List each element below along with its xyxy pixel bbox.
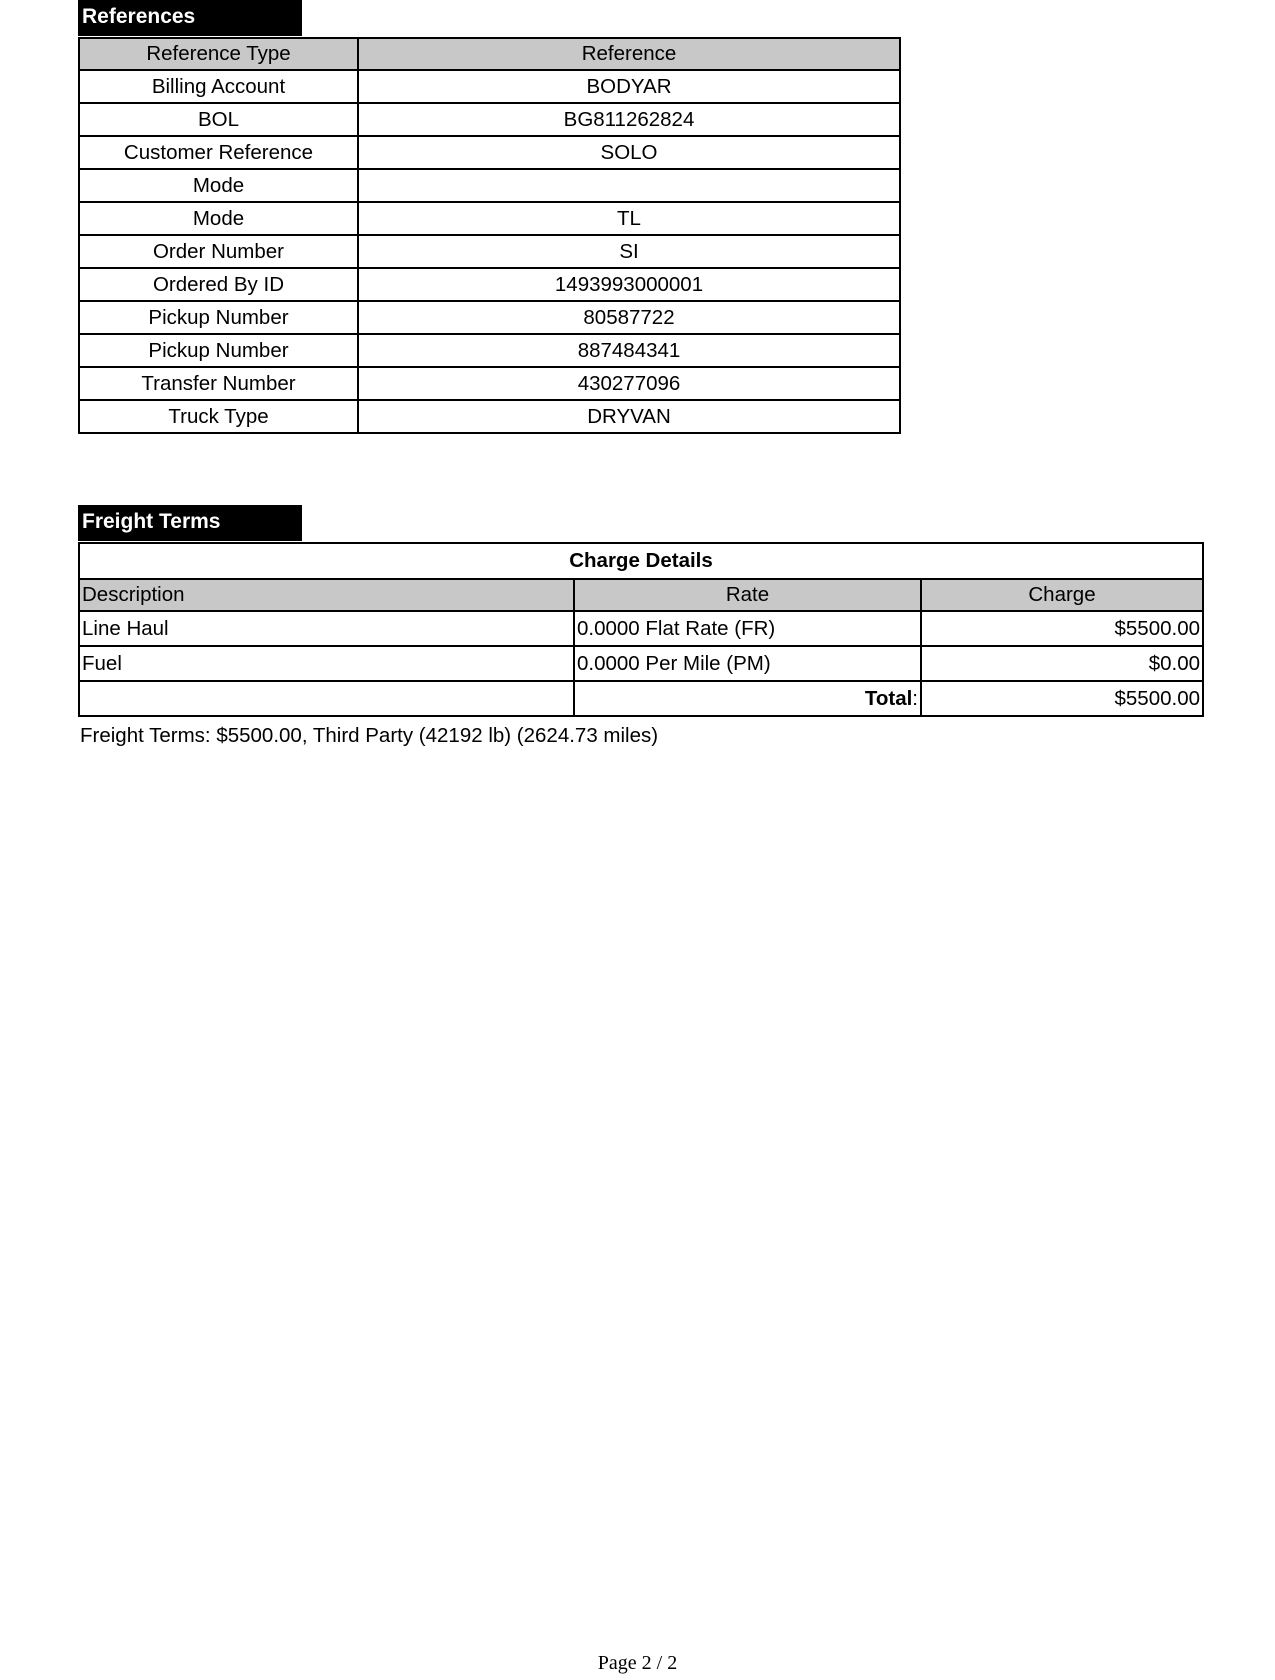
table-row (79, 136, 900, 169)
total-label-cell (574, 681, 921, 716)
reference-type-cell: Transfer Number (79, 367, 358, 400)
reference-value-cell: BG811262824 (358, 103, 900, 136)
reference-type-cell: Ordered By ID (79, 268, 358, 301)
references-header-row (79, 38, 900, 70)
references-section-title: References (78, 0, 302, 36)
description-cell: Fuel (79, 646, 574, 681)
reference-type-cell: Pickup Number (79, 301, 358, 334)
total-label: Total (864, 686, 913, 710)
reference-type-header: Reference Type (79, 38, 358, 70)
charge-header: Charge (921, 579, 1203, 611)
table-row (79, 367, 900, 400)
charge-details-caption-row (79, 543, 1203, 579)
reference-value-cell: TL (358, 202, 900, 235)
reference-type-cell: BOL (79, 103, 358, 136)
reference-value-cell: 887484341 (358, 334, 900, 367)
reference-value-cell (358, 169, 900, 202)
table-row (79, 235, 900, 268)
reference-type-cell: Mode (79, 202, 358, 235)
table-row (79, 301, 900, 334)
description-header: Description (79, 579, 574, 611)
total-row (79, 681, 1203, 716)
reference-type-cell: Order Number (79, 235, 358, 268)
total-colon: : (912, 686, 918, 710)
table-row (79, 169, 900, 202)
table-row (79, 611, 1203, 646)
rate-header: Rate (574, 579, 921, 611)
reference-header: Reference (358, 38, 900, 70)
reference-value-cell: 1493993000001 (358, 268, 900, 301)
freight-terms-section-title: Freight Terms (78, 505, 302, 541)
reference-value-cell: BODYAR (358, 70, 900, 103)
charge-cell: $5500.00 (921, 611, 1203, 646)
table-row (79, 334, 900, 367)
reference-type-cell: Customer Reference (79, 136, 358, 169)
reference-value-cell: 430277096 (358, 367, 900, 400)
reference-type-cell: Mode (79, 169, 358, 202)
reference-type-cell: Pickup Number (79, 334, 358, 367)
reference-value-cell: DRYVAN (358, 400, 900, 433)
table-row (79, 202, 900, 235)
total-empty-cell (79, 681, 574, 716)
references-table (78, 37, 901, 434)
freight-terms-summary: Freight Terms: $5500.00, Third Party (42192 lb) (2624.73 miles) (80, 724, 659, 747)
reference-value-cell: SI (358, 235, 900, 268)
description-cell: Line Haul (79, 611, 574, 646)
reference-type-cell: Billing Account (79, 70, 358, 103)
table-row (79, 70, 900, 103)
charge-details-caption: Charge Details (79, 543, 1203, 579)
total-value-cell: $5500.00 (921, 681, 1203, 716)
reference-value-cell: SOLO (358, 136, 900, 169)
charge-header-row (79, 579, 1203, 611)
table-row (79, 103, 900, 136)
reference-value-cell: 80587722 (358, 301, 900, 334)
rate-cell: 0.0000 Per Mile (PM) (574, 646, 921, 681)
reference-type-cell: Truck Type (79, 400, 358, 433)
table-row (79, 646, 1203, 681)
charge-details-table (78, 542, 1204, 717)
page-number: Page 2 / 2 (597, 1652, 678, 1674)
charge-cell: $0.00 (921, 646, 1203, 681)
table-row (79, 400, 900, 433)
table-row (79, 268, 900, 301)
rate-cell: 0.0000 Flat Rate (FR) (574, 611, 921, 646)
